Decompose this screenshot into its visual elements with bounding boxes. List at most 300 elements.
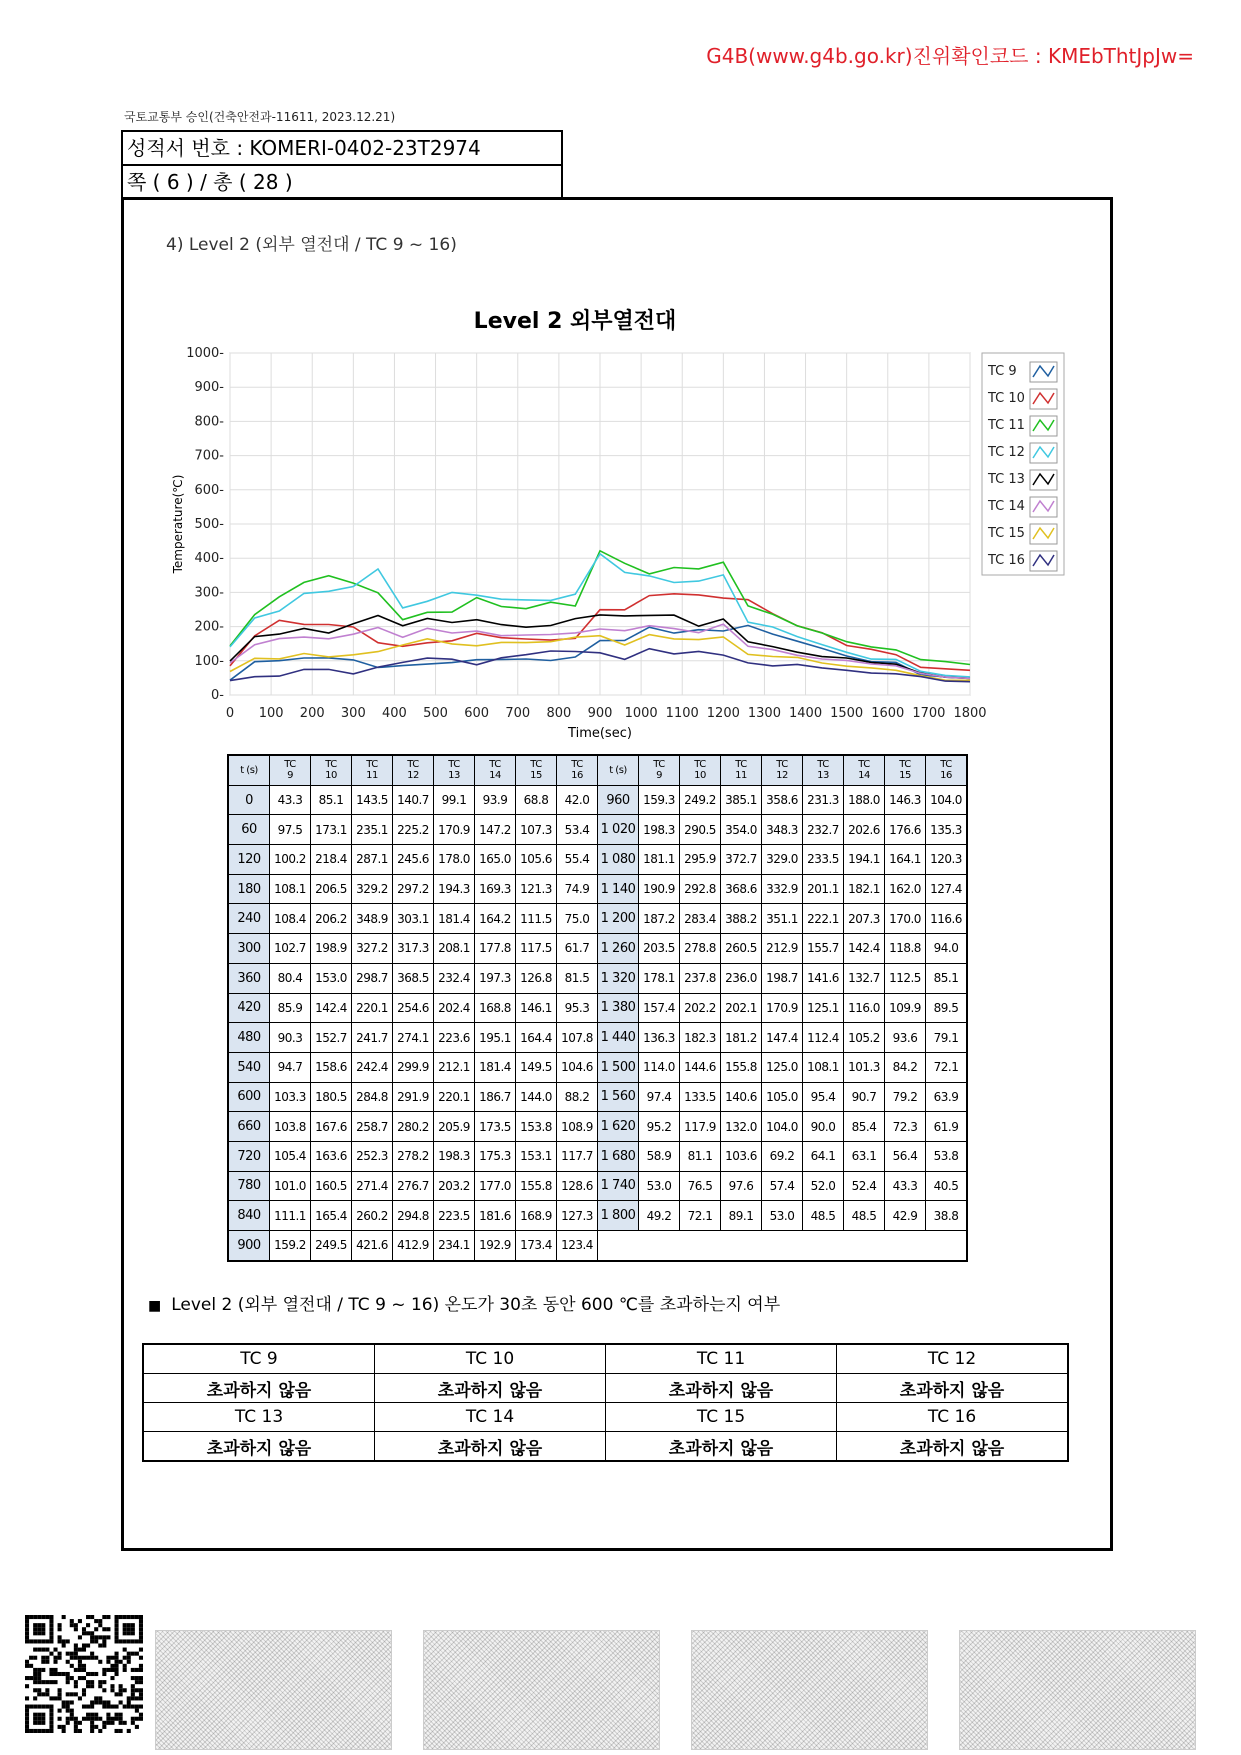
- x-tick-label: 1600: [871, 706, 905, 721]
- value-cell: 107.8: [557, 1023, 598, 1053]
- value-cell: 153.1: [516, 1141, 557, 1171]
- result-tc-label: TC 10: [375, 1344, 606, 1374]
- legend-swatch-frame: [1030, 389, 1057, 409]
- result-value: 초과하지 않음: [837, 1374, 1069, 1403]
- time-cell: 1 080: [598, 845, 639, 875]
- section-title: 4) Level 2 (외부 열전대 / TC 9 ~ 16): [166, 235, 457, 255]
- value-cell: 52.4: [844, 1171, 885, 1201]
- result-row: [143, 1403, 1068, 1432]
- table-row: [228, 1023, 967, 1053]
- value-cell: 223.5: [434, 1201, 475, 1231]
- value-cell: 72.1: [926, 1052, 968, 1082]
- qr-code: [25, 1615, 143, 1733]
- value-cell: 385.1: [721, 785, 762, 815]
- value-cell: 53.0: [639, 1171, 680, 1201]
- value-cell: 351.1: [762, 904, 803, 934]
- table-row: [228, 963, 967, 993]
- value-cell: 147.2: [475, 815, 516, 845]
- value-cell: 103.6: [721, 1141, 762, 1171]
- time-cell: 180: [228, 874, 270, 904]
- value-cell: 186.7: [475, 1082, 516, 1112]
- y-tick-label: 800-: [194, 414, 224, 430]
- value-cell: 140.6: [721, 1082, 762, 1112]
- value-cell: 94.7: [270, 1052, 311, 1082]
- value-cell: 170.0: [885, 904, 926, 934]
- x-tick-label: 700: [505, 706, 531, 721]
- value-cell: 104.6: [557, 1052, 598, 1082]
- value-cell: 100.2: [270, 845, 311, 875]
- value-cell: 85.1: [926, 963, 968, 993]
- value-cell: 258.7: [352, 1112, 393, 1142]
- time-cell: 1 440: [598, 1023, 639, 1053]
- value-cell: 56.4: [885, 1141, 926, 1171]
- x-tick-label: 400: [382, 706, 407, 721]
- value-cell: 55.4: [557, 845, 598, 875]
- value-cell: 206.5: [311, 874, 352, 904]
- value-cell: 64.1: [803, 1141, 844, 1171]
- value-cell: 149.5: [516, 1052, 557, 1082]
- x-tick-label: 500: [423, 706, 448, 721]
- tc-header: TC 14: [844, 755, 885, 785]
- value-cell: 144.0: [516, 1082, 557, 1112]
- value-cell: 85.4: [844, 1112, 885, 1142]
- value-cell: 108.1: [803, 1052, 844, 1082]
- value-cell: 103.8: [270, 1112, 311, 1142]
- value-cell: 421.6: [352, 1231, 393, 1261]
- value-cell: 49.2: [639, 1201, 680, 1231]
- value-cell: 198.9: [311, 934, 352, 964]
- value-cell: 97.4: [639, 1082, 680, 1112]
- tc-header: TC 10: [680, 755, 721, 785]
- time-cell: 1 680: [598, 1141, 639, 1171]
- x-tick-label: 1300: [747, 706, 781, 721]
- value-cell: 232.7: [803, 815, 844, 845]
- value-cell: 252.3: [352, 1141, 393, 1171]
- legend-label: TC 9: [988, 364, 1017, 379]
- result-value: 초과하지 않음: [143, 1374, 375, 1403]
- value-cell: 116.6: [926, 904, 968, 934]
- value-cell: 165.4: [311, 1201, 352, 1231]
- value-cell: 182.1: [844, 874, 885, 904]
- value-cell: 132.0: [721, 1112, 762, 1142]
- value-cell: 61.7: [557, 934, 598, 964]
- value-cell: 99.1: [434, 785, 475, 815]
- result-row: [143, 1432, 1068, 1462]
- value-cell: 372.7: [721, 845, 762, 875]
- x-tick-label: 1400: [789, 706, 823, 721]
- value-cell: 75.0: [557, 904, 598, 934]
- time-cell: 1 380: [598, 993, 639, 1023]
- value-cell: 125.1: [803, 993, 844, 1023]
- value-cell: 170.9: [762, 993, 803, 1023]
- value-cell: 276.7: [393, 1171, 434, 1201]
- value-cell: 327.2: [352, 934, 393, 964]
- table-row: [228, 1171, 967, 1201]
- value-cell: 173.1: [311, 815, 352, 845]
- tc-header: TC 11: [352, 755, 393, 785]
- tc-header: TC 14: [475, 755, 516, 785]
- value-cell: 40.5: [926, 1171, 968, 1201]
- value-cell: 181.4: [434, 904, 475, 934]
- security-stamp-2: [423, 1630, 660, 1750]
- value-cell: 114.0: [639, 1052, 680, 1082]
- value-cell: 127.3: [557, 1201, 598, 1231]
- value-cell: 108.4: [270, 904, 311, 934]
- value-cell: 234.1: [434, 1231, 475, 1261]
- value-cell: 198.3: [639, 815, 680, 845]
- result-tc-label: TC 13: [143, 1403, 375, 1432]
- value-cell: 142.4: [844, 934, 885, 964]
- value-cell: 93.6: [885, 1023, 926, 1053]
- security-stamp-3: [691, 1630, 928, 1750]
- value-cell: 201.1: [803, 874, 844, 904]
- result-row: [143, 1344, 1068, 1374]
- time-cell: 0: [228, 785, 270, 815]
- result-value: 초과하지 않음: [375, 1374, 606, 1403]
- time-cell: 1 320: [598, 963, 639, 993]
- value-cell: 177.8: [475, 934, 516, 964]
- value-cell: 412.9: [393, 1231, 434, 1261]
- tc-header: TC 12: [762, 755, 803, 785]
- value-cell: 158.6: [311, 1052, 352, 1082]
- value-cell: 242.4: [352, 1052, 393, 1082]
- value-cell: 101.3: [844, 1052, 885, 1082]
- security-stamp-1: [155, 1630, 392, 1750]
- value-cell: 126.8: [516, 963, 557, 993]
- table-row: [228, 904, 967, 934]
- value-cell: 42.0: [557, 785, 598, 815]
- value-cell: 212.9: [762, 934, 803, 964]
- value-cell: 164.1: [885, 845, 926, 875]
- result-tc-label: TC 15: [606, 1403, 837, 1432]
- legend-label: TC 12: [988, 445, 1025, 460]
- value-cell: 231.3: [803, 785, 844, 815]
- y-tick-label: 0-: [211, 688, 224, 703]
- value-cell: 249.5: [311, 1231, 352, 1261]
- value-cell: 155.8: [516, 1171, 557, 1201]
- time-cell: 1 620: [598, 1112, 639, 1142]
- value-cell: 249.2: [680, 785, 721, 815]
- value-cell: 133.5: [680, 1082, 721, 1112]
- value-cell: 260.5: [721, 934, 762, 964]
- value-cell: 284.8: [352, 1082, 393, 1112]
- value-cell: 108.9: [557, 1112, 598, 1142]
- value-cell: 48.5: [803, 1201, 844, 1231]
- value-cell: 278.2: [393, 1141, 434, 1171]
- value-cell: 72.1: [680, 1201, 721, 1231]
- value-cell: 195.1: [475, 1023, 516, 1053]
- value-cell: 303.1: [393, 904, 434, 934]
- security-stamp-4: [959, 1630, 1196, 1750]
- value-cell: 112.5: [885, 963, 926, 993]
- value-cell: 168.8: [475, 993, 516, 1023]
- value-cell: 117.9: [680, 1112, 721, 1142]
- result-tc-label: TC 9: [143, 1344, 375, 1374]
- value-cell: 208.1: [434, 934, 475, 964]
- result-value: 초과하지 않음: [606, 1374, 837, 1403]
- value-cell: 271.4: [352, 1171, 393, 1201]
- value-cell: 146.3: [885, 785, 926, 815]
- value-cell: 180.5: [311, 1082, 352, 1112]
- time-header: t (s): [228, 755, 270, 785]
- value-cell: 223.6: [434, 1023, 475, 1053]
- y-tick-label: 600-: [194, 482, 224, 498]
- table-row: [228, 934, 967, 964]
- report-number: 성적서 번호 : KOMERI-0402-23T2974: [123, 132, 561, 166]
- value-cell: 290.5: [680, 815, 721, 845]
- time-cell: 1 020: [598, 815, 639, 845]
- time-cell: 900: [228, 1231, 270, 1261]
- value-cell: 207.3: [844, 904, 885, 934]
- value-cell: 117.5: [516, 934, 557, 964]
- value-cell: 105.6: [516, 845, 557, 875]
- value-cell: 118.8: [885, 934, 926, 964]
- value-cell: 43.3: [885, 1171, 926, 1201]
- value-cell: 90.0: [803, 1112, 844, 1142]
- tc-header: TC 11: [721, 755, 762, 785]
- value-cell: 80.4: [270, 963, 311, 993]
- page-counter: 쪽 ( 6 ) / 총 ( 28 ): [127, 170, 293, 194]
- value-cell: 72.3: [885, 1112, 926, 1142]
- value-cell: 182.3: [680, 1023, 721, 1053]
- value-cell: 233.5: [803, 845, 844, 875]
- time-cell: 1 500: [598, 1052, 639, 1082]
- table-row: [228, 1082, 967, 1112]
- y-tick-label: 400-: [194, 551, 224, 567]
- value-cell: 89.1: [721, 1201, 762, 1231]
- y-tick-label: 100-: [194, 653, 224, 669]
- value-cell: 220.1: [352, 993, 393, 1023]
- table-row: [228, 1141, 967, 1171]
- x-axis-label: Time(sec): [568, 726, 632, 741]
- value-cell: 181.4: [475, 1052, 516, 1082]
- value-cell: 283.4: [680, 904, 721, 934]
- value-cell: 206.2: [311, 904, 352, 934]
- value-cell: 181.6: [475, 1201, 516, 1231]
- value-cell: 254.6: [393, 993, 434, 1023]
- value-cell: 237.8: [680, 963, 721, 993]
- value-cell: 58.9: [639, 1141, 680, 1171]
- time-cell: 300: [228, 934, 270, 964]
- y-tick-label: 200-: [194, 619, 224, 635]
- result-row: [143, 1374, 1068, 1403]
- approval-note: 국토교통부 승인(건축안전과-11611, 2023.12.21): [124, 110, 396, 124]
- value-cell: 141.6: [803, 963, 844, 993]
- value-cell: 128.6: [557, 1171, 598, 1201]
- value-cell: 181.2: [721, 1023, 762, 1053]
- result-value: 초과하지 않음: [375, 1432, 606, 1462]
- value-cell: 170.9: [434, 815, 475, 845]
- table-row: [228, 874, 967, 904]
- value-cell: 152.7: [311, 1023, 352, 1053]
- value-cell: 202.1: [721, 993, 762, 1023]
- legend-label: TC 15: [988, 526, 1025, 541]
- time-cell: 1 260: [598, 934, 639, 964]
- legend-label: TC 11: [988, 418, 1025, 433]
- value-cell: 63.1: [844, 1141, 885, 1171]
- value-cell: 52.0: [803, 1171, 844, 1201]
- legend-swatch-frame: [1030, 362, 1057, 382]
- x-tick-label: 0: [225, 706, 235, 721]
- tc-header: TC 13: [434, 755, 475, 785]
- value-cell: 178.1: [639, 963, 680, 993]
- value-cell: 202.6: [844, 815, 885, 845]
- result-value: 초과하지 않음: [837, 1432, 1069, 1462]
- value-cell: 38.8: [926, 1201, 968, 1231]
- value-cell: 85.9: [270, 993, 311, 1023]
- value-cell: 105.4: [270, 1141, 311, 1171]
- time-cell: 660: [228, 1112, 270, 1142]
- tc-header: TC 12: [393, 755, 434, 785]
- value-cell: 43.3: [270, 785, 311, 815]
- value-cell: 111.5: [516, 904, 557, 934]
- value-cell: 274.1: [393, 1023, 434, 1053]
- value-cell: 218.4: [311, 845, 352, 875]
- value-cell: 135.3: [926, 815, 968, 845]
- value-cell: 104.0: [762, 1112, 803, 1142]
- value-cell: 85.1: [311, 785, 352, 815]
- value-cell: 205.9: [434, 1112, 475, 1142]
- tc-header: TC 15: [516, 755, 557, 785]
- value-cell: 61.9: [926, 1112, 968, 1142]
- value-cell: 245.6: [393, 845, 434, 875]
- time-cell: 480: [228, 1023, 270, 1053]
- y-tick-label: 300-: [194, 585, 224, 601]
- value-cell: 175.3: [475, 1141, 516, 1171]
- value-cell: 197.3: [475, 963, 516, 993]
- value-cell: 53.0: [762, 1201, 803, 1231]
- value-cell: 107.3: [516, 815, 557, 845]
- value-cell: 368.6: [721, 874, 762, 904]
- legend-swatch-frame: [1030, 470, 1057, 490]
- value-cell: 188.0: [844, 785, 885, 815]
- value-cell: 97.5: [270, 815, 311, 845]
- value-cell: 176.6: [885, 815, 926, 845]
- result-tc-label: TC 11: [606, 1344, 837, 1374]
- temperature-table: [227, 754, 968, 1262]
- x-tick-label: 200: [299, 706, 325, 721]
- table-row: [228, 1052, 967, 1082]
- value-cell: 117.7: [557, 1141, 598, 1171]
- x-tick-label: 1700: [912, 706, 946, 721]
- value-cell: 147.4: [762, 1023, 803, 1053]
- value-cell: 157.4: [639, 993, 680, 1023]
- legend-swatch-frame: [1030, 443, 1057, 463]
- y-axis-label: Temperature(℃): [171, 474, 185, 574]
- legend-label: TC 13: [988, 472, 1025, 487]
- value-cell: 69.2: [762, 1141, 803, 1171]
- value-cell: 163.6: [311, 1141, 352, 1171]
- x-tick-label: 1500: [830, 706, 864, 721]
- exceedance-note: [148, 1290, 780, 1315]
- value-cell: 125.0: [762, 1052, 803, 1082]
- value-cell: 136.3: [639, 1023, 680, 1053]
- empty-cell: [598, 1231, 968, 1261]
- time-cell: 60: [228, 815, 270, 845]
- time-cell: 1 740: [598, 1171, 639, 1201]
- time-header: t (s): [598, 755, 639, 785]
- value-cell: 241.7: [352, 1023, 393, 1053]
- value-cell: 348.9: [352, 904, 393, 934]
- time-cell: 360: [228, 963, 270, 993]
- value-cell: 146.1: [516, 993, 557, 1023]
- table-row: [228, 993, 967, 1023]
- value-cell: 202.4: [434, 993, 475, 1023]
- value-cell: 144.6: [680, 1052, 721, 1082]
- legend-swatch-frame: [1030, 416, 1057, 436]
- tc-header: TC 10: [311, 755, 352, 785]
- y-tick-label: 900-: [194, 380, 224, 396]
- value-cell: 190.9: [639, 874, 680, 904]
- value-cell: 167.6: [311, 1112, 352, 1142]
- time-cell: 540: [228, 1052, 270, 1082]
- bullet-square-icon: ■: [148, 1298, 162, 1314]
- value-cell: 173.5: [475, 1112, 516, 1142]
- value-cell: 63.9: [926, 1082, 968, 1112]
- value-cell: 291.9: [393, 1082, 434, 1112]
- value-cell: 222.1: [803, 904, 844, 934]
- time-cell: 1 200: [598, 904, 639, 934]
- table-row: [228, 815, 967, 845]
- value-cell: 142.4: [311, 993, 352, 1023]
- result-value: 초과하지 않음: [606, 1432, 837, 1462]
- value-cell: 329.2: [352, 874, 393, 904]
- chart-title: Level 2 외부열전대: [473, 309, 677, 334]
- time-cell: 1 800: [598, 1201, 639, 1231]
- value-cell: 93.9: [475, 785, 516, 815]
- value-cell: 260.2: [352, 1201, 393, 1231]
- value-cell: 159.2: [270, 1231, 311, 1261]
- result-value: 초과하지 않음: [143, 1432, 375, 1462]
- table-header-row: [228, 755, 967, 785]
- value-cell: 348.3: [762, 815, 803, 845]
- y-tick-label: 1000-: [186, 346, 224, 361]
- legend-swatch-frame: [1030, 551, 1057, 571]
- result-tc-label: TC 12: [837, 1344, 1069, 1374]
- value-cell: 220.1: [434, 1082, 475, 1112]
- value-cell: 103.3: [270, 1082, 311, 1112]
- value-cell: 297.2: [393, 874, 434, 904]
- note-text: Level 2 (외부 열전대 / TC 9 ~ 16) 온도가 30초 동안 600 ℃를 초과하는지 여부: [171, 1295, 781, 1315]
- value-cell: 57.4: [762, 1171, 803, 1201]
- x-tick-label: 300: [340, 706, 366, 721]
- x-tick-label: 1100: [665, 706, 699, 721]
- value-cell: 294.8: [393, 1201, 434, 1231]
- value-cell: 358.6: [762, 785, 803, 815]
- value-cell: 127.4: [926, 874, 968, 904]
- value-cell: 88.2: [557, 1082, 598, 1112]
- value-cell: 155.8: [721, 1052, 762, 1082]
- time-cell: 780: [228, 1171, 270, 1201]
- table-row: [228, 1231, 967, 1261]
- result-tc-label: TC 14: [375, 1403, 606, 1432]
- value-cell: 76.5: [680, 1171, 721, 1201]
- value-cell: 53.8: [926, 1141, 968, 1171]
- value-cell: 81.5: [557, 963, 598, 993]
- value-cell: 187.2: [639, 904, 680, 934]
- value-cell: 53.4: [557, 815, 598, 845]
- value-cell: 202.2: [680, 993, 721, 1023]
- x-tick-label: 100: [258, 706, 284, 721]
- legend-label: TC 10: [988, 391, 1025, 406]
- value-cell: 68.8: [516, 785, 557, 815]
- value-cell: 108.1: [270, 874, 311, 904]
- value-cell: 84.2: [885, 1052, 926, 1082]
- report-header: [121, 130, 563, 198]
- value-cell: 388.2: [721, 904, 762, 934]
- value-cell: 97.6: [721, 1171, 762, 1201]
- value-cell: 368.5: [393, 963, 434, 993]
